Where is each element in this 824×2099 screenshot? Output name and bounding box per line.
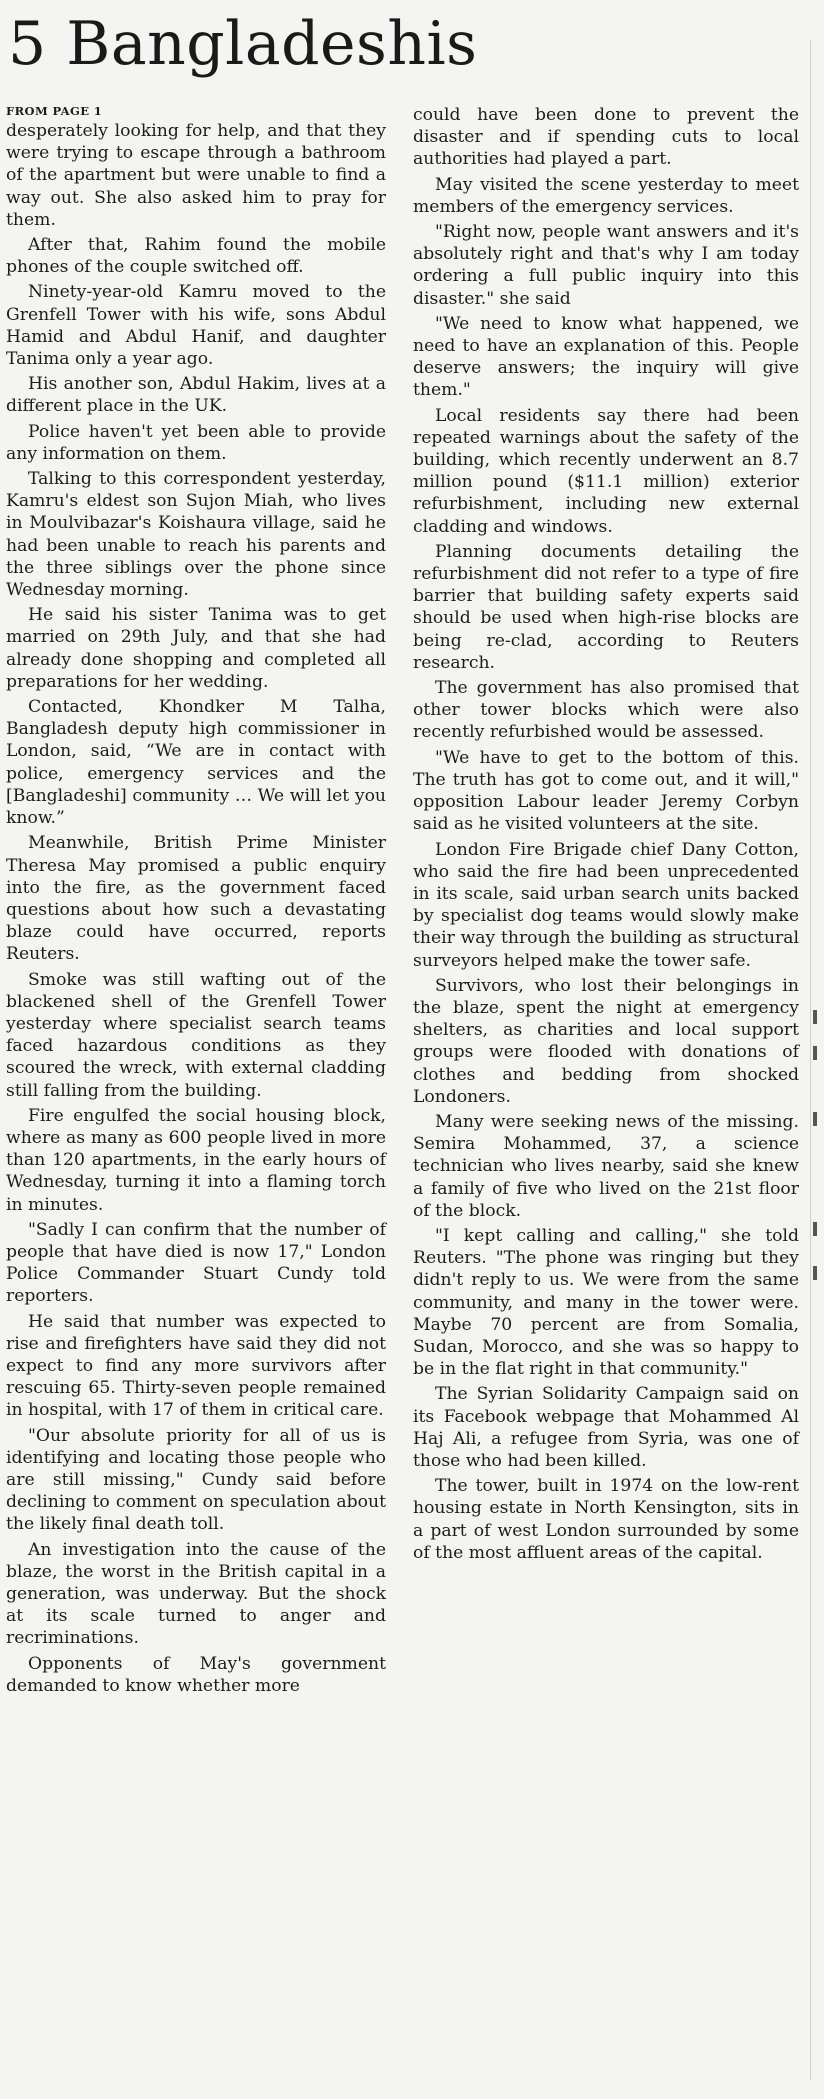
article-paragraph: The Syrian Solidarity Campaign said on its Facebook webpage that Mohammed Al Haj Ali, a refugee from Syria, was one of those who had been killed. <box>413 1384 799 1471</box>
article-paragraph: "We need to know what happened, we need to have an explanation of this. People deserve answers; the inquiry will give them." <box>413 313 799 401</box>
article-paragraph: His another son, Abdul Hakim, lives at a different place in the UK. <box>6 374 386 417</box>
article-paragraph: Opponents of May's government demanded to know whether more <box>6 1653 386 1696</box>
article-paragraph: Contacted, Khondker M Talha, Bangladesh deputy high commissioner in London, said, “We are in contact with police, emergency services and the [Bangladeshi] community … We will let you know.” <box>6 697 386 829</box>
article-paragraph: could have been done to prevent the disaster and if spending cuts to local authorities had played a part. <box>413 105 799 170</box>
adjacent-column-fragment <box>813 1112 817 1126</box>
article-paragraph: An investigation into the cause of the blaze, the worst in the British capital in a generation, was underway. But the shock at its scale turned to anger and recriminations. <box>6 1539 386 1649</box>
adjacent-column-fragment <box>813 1046 817 1060</box>
headline: 5 Bangladeshis <box>8 9 478 79</box>
article-paragraph: Many were seeking news of the missing. Semira Mohammed, 37, a science technician who lives nearby, said she knew a family of five who lived on the 21st floor of the block. <box>413 1111 799 1221</box>
article-paragraph: "We have to get to the bottom of this. The truth has got to come out, and it will," opposition Labour leader Jeremy Corbyn said as he visited volunteers at the site. <box>413 747 799 835</box>
adjacent-column-fragment <box>813 1010 817 1024</box>
article-paragraph: "Our absolute priority for all of us is identifying and locating those people who are still missing," Cundy said before declining to comment on speculation about the likely final death toll. <box>6 1425 386 1535</box>
adjacent-column-fragment <box>813 1266 817 1280</box>
article-paragraph: May visited the scene yesterday to meet members of the emergency services. <box>413 174 799 217</box>
article-paragraph: Survivors, who lost their belongings in the blaze, spent the night at emergency shelters, as charities and local support groups were flooded with donations of clothes and bedding from shocked Londoners. <box>413 975 799 1107</box>
article-paragraph: Police haven't yet been able to provide any information on them. <box>6 421 386 464</box>
article-paragraph: Smoke was still wafting out of the blackened shell of the Grenfell Tower yesterday where specialist search teams faced hazardous conditions as they scoured the wreck, with external cladding still falling from the building. <box>6 969 386 1101</box>
article-paragraph: Talking to this correspondent yesterday, Kamru's eldest son Sujon Miah, who lives in Moulvibazar's Koishaura village, said he had been unable to reach his parents and the three siblings over the phone since Wednesday morning. <box>6 469 386 601</box>
article-paragraph: London Fire Brigade chief Dany Cotton, who said the fire had been unprecedented in its scale, said urban search units backed by specialist dog teams would slowly make their way through the building as structural surveyors helped make the tower safe. <box>413 839 799 971</box>
article-paragraph: "I kept calling and calling," she told Reuters. "The phone was ringing but they didn't reply to us. We were from the same community, and many in the tower were. Maybe 70 percent are from Somalia, Sudan, Morocco, and she was so happy to be in the flat right in that community." <box>413 1225 799 1380</box>
article-paragraph: "Right now, people want answers and it's absolutely right and that's why I am today ordering a full public inquiry into this disaster." she said <box>413 222 799 309</box>
article-paragraph: Ninety-year-old Kamru moved to the Grenfell Tower with his wife, sons Abdul Hamid and Abdul Hanif, and daughter Tanima only a year ago. <box>6 282 386 370</box>
article-paragraph: desperately looking for help, and that they were trying to escape through a bathroom of the apartment but were unable to find a way out. She also asked him to pray for them. <box>6 121 386 230</box>
article-paragraph: After that, Rahim found the mobile phones of the couple switched off. <box>6 235 386 278</box>
article-paragraph: Local residents say there had been repeated warnings about the safety of the building, which recently underwent an 8.7 million pound ($11.1 million) exterior refurbishment, including new external cladding and windows. <box>413 405 799 537</box>
article-paragraph: He said his sister Tanima was to get married on 29th July, and that she had already done shopping and completed all preparations for her wedding. <box>6 605 386 692</box>
article-paragraph: Planning documents detailing the refurbishment did not refer to a type of fire barrier that building safety experts said should be used when high-rise blocks are being re-clad, according to Reuters research. <box>413 541 799 673</box>
article-paragraph: He said that number was expected to rise and firefighters have said they did not expect to find any more survivors after rescuing 65. Thirty-seven people remained in hospital, with 17 of them in critical care. <box>6 1311 386 1421</box>
article-paragraph: "Sadly I can confirm that the number of people that have died is now 17," London Police Commander Stuart Cundy told reporters. <box>6 1219 386 1307</box>
column-rule <box>810 40 811 2080</box>
kicker-from-page: FROM PAGE 1 <box>6 104 103 118</box>
article-paragraph: Fire engulfed the social housing block, where as many as 600 people lived in more than 120 apartments, in the early hours of Wednesday, turning it into a flaming torch in minutes. <box>6 1105 386 1215</box>
article-paragraph: Meanwhile, British Prime Minister Theresa May promised a public enquiry into the fire, as the government faced questions about how such a devastating blaze could have occurred, reports Reuters. <box>6 833 386 965</box>
article-paragraph: The government has also promised that other tower blocks which were also recently refurbished would be assessed. <box>413 678 799 743</box>
adjacent-column-fragment <box>813 1222 817 1236</box>
article-paragraph: The tower, built in 1974 on the low-rent housing estate in North Kensington, sits in a part of west London surrounded by some of the most affluent areas of the capital. <box>413 1476 799 1563</box>
right-column <box>413 104 799 1564</box>
left-column <box>6 104 386 1697</box>
